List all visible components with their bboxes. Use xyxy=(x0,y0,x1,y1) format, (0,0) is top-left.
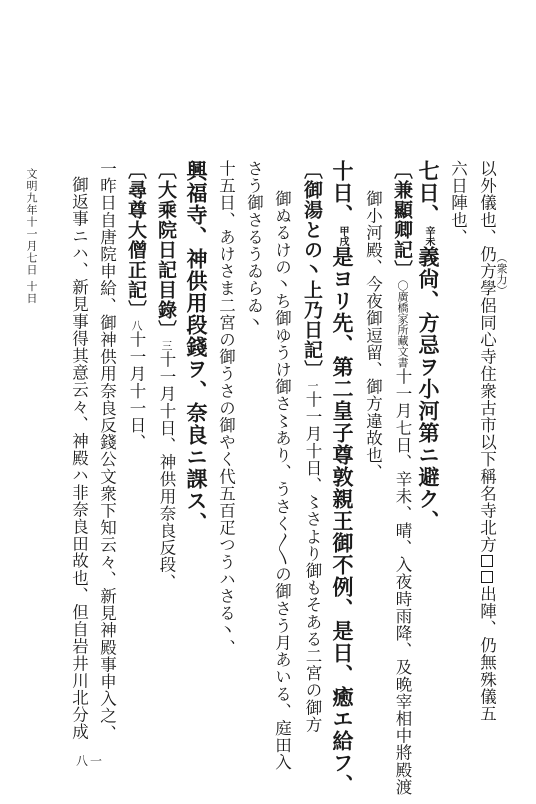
running-head: 文明九年十一月七日 十日 xyxy=(25,168,38,305)
text-column-15: 御返事ニハ、新見事得其意云々、神殿ハ非奈良田故也、但自岩井川北分成 xyxy=(69,176,89,741)
text-column-12 xyxy=(156,160,175,590)
column-text-after: 出陣、仍無殊儀五 xyxy=(477,585,497,723)
text-column-1 xyxy=(478,160,495,722)
heading-cyclic: 辛未 xyxy=(423,226,434,246)
annotation-note: （衆力） xyxy=(495,252,508,296)
column-text: 十一月十日、神供用奈良反段、 xyxy=(157,351,176,591)
missing-char-boxes xyxy=(478,553,495,585)
column-text: 以外儀也、仍方學侶同心寺住衆古市以下稱名寺北方 xyxy=(477,160,497,554)
text-column-4 xyxy=(392,160,411,796)
source-note: 一 xyxy=(306,380,319,391)
text-column-9: さう御さるうゐらゐ丶 xyxy=(244,160,264,331)
source-title: 〔大乘院日記目錄〕 xyxy=(155,160,177,340)
text-column-7 xyxy=(302,160,321,733)
source-note: 三 xyxy=(160,340,173,351)
column-text: 十一月十日、〻さより御もそある二宮の御方 xyxy=(303,391,322,733)
missing-char-box xyxy=(481,555,493,567)
heading-text: 義尙、方忌ヲ小河第ニ避ク、 xyxy=(416,246,441,532)
heading-cyclic: 甲戌 xyxy=(337,226,348,246)
source-note: 八 xyxy=(130,320,143,331)
source-title: 〔御湯との丶上乃日記〕 xyxy=(301,160,323,380)
text-column-2: 六日陣也、 xyxy=(448,160,468,246)
text-column-14: 一昨日自唐院申給、御神供用奈良反錢公文衆下知云々、新見神殿事申入之、 xyxy=(97,160,117,742)
heading-date: 七日、 xyxy=(416,160,441,226)
column-text: 十一月七日、辛未、晴、入夜時雨降、及晩宰相中將殿渡 xyxy=(393,368,412,796)
text-column-8: 御ぬるけの丶ち御ゆうけ御さ〻あり、うさく〳〵の御さう月あいる、庭田入 xyxy=(272,190,292,771)
source-note: 〇廣橋家所藏文書 xyxy=(396,280,409,368)
source-title: 〔兼顯卿記〕 xyxy=(391,160,413,280)
heading-date: 十日、 xyxy=(330,160,355,226)
text-column-10: 十五日、あけさま二宮の御うさの御やく代五百疋つうハさる丶、 xyxy=(216,160,236,656)
heading-text: 是ヨリ先、第二皇子尊敦親王御不例、是日、癒エ給フ、 xyxy=(330,246,355,796)
text-column-13 xyxy=(126,160,145,451)
page-number: 八一 xyxy=(76,754,105,768)
column-text: 十一月十一日、 xyxy=(127,331,146,451)
entry-heading-7th xyxy=(418,160,439,532)
entry-heading-10th xyxy=(332,160,353,796)
missing-char-box xyxy=(481,571,493,583)
text-column-5: 御小河殿、今夜御逗留、御方違故也、 xyxy=(363,190,383,481)
entry-heading-kofukuji: 興福寺、神供用段錢ヲ、奈良ニ課ス、 xyxy=(184,160,209,534)
source-title: 〔尋尊大僧正記〕 xyxy=(125,160,147,320)
